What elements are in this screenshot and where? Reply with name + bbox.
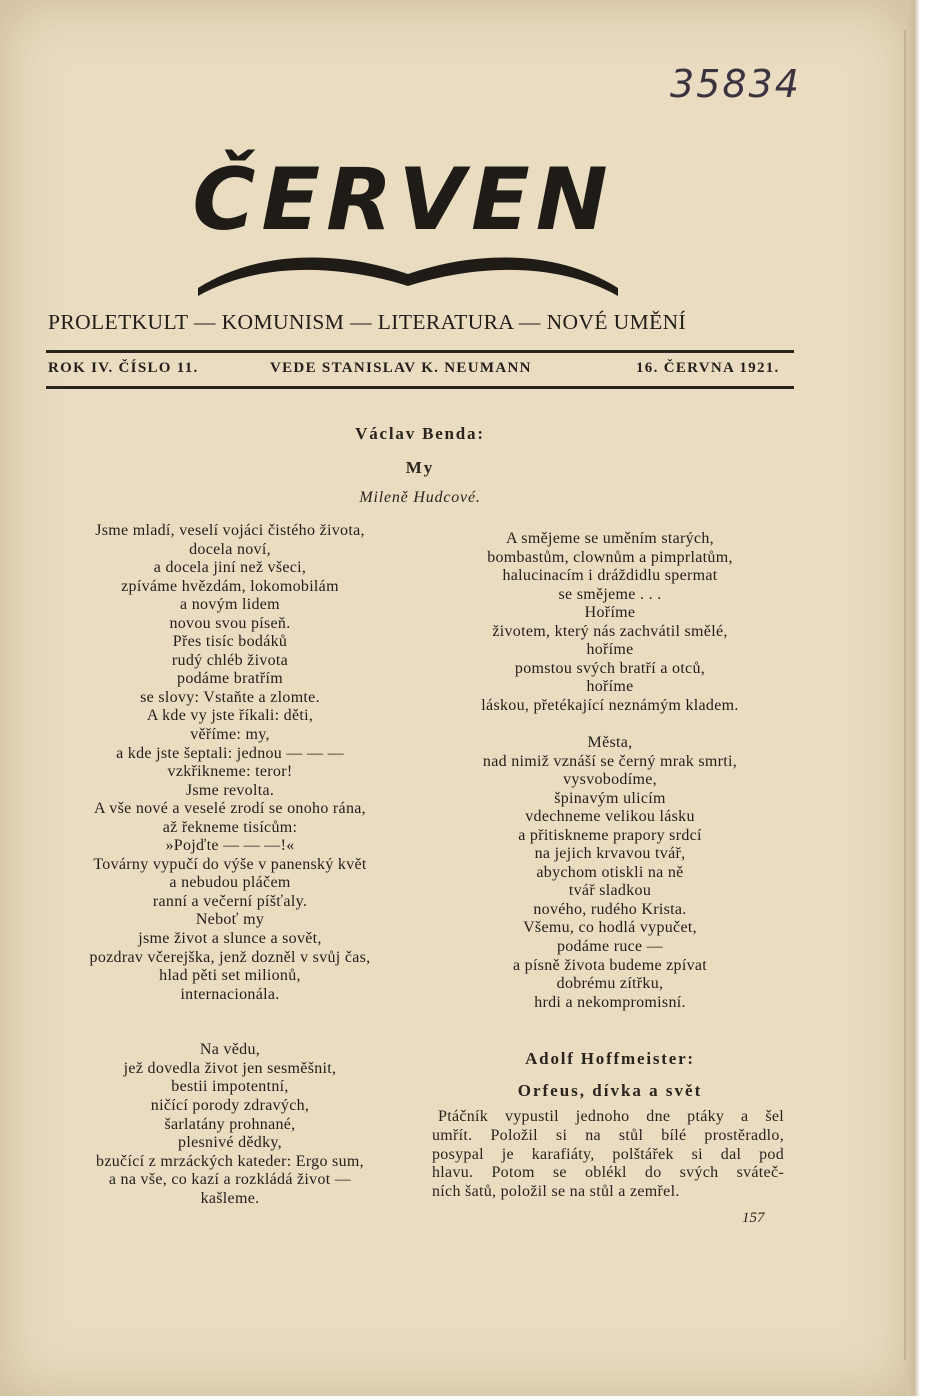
story-line: hlavu. Potom se oblékl do svých sváteč-: [432, 1164, 784, 1182]
poem-line: docela noví,: [189, 540, 271, 558]
poem-line: Hoříme: [584, 604, 636, 622]
story-line: posypal je karafiáty, polštářek si dal pod: [432, 1145, 784, 1163]
poem-line: bombastům, clownům a pimprlatům,: [487, 548, 733, 566]
poem-line: nad nimiž vznáší se černý mrak smrti,: [482, 752, 738, 770]
poem-line: a přitiskneme prapory srdcí: [518, 826, 702, 844]
page-fold: [904, 30, 906, 1360]
poem-line: tvář sladkou: [568, 882, 652, 900]
poem-line: na jejich krvavou tvář,: [534, 845, 686, 863]
header-rule-top: [46, 350, 794, 353]
poem-line: Jsme mladí, veselí vojáci čistého života,: [95, 522, 365, 539]
poem-line: hrdi a nekompromisní.: [534, 993, 686, 1011]
poem-line: ranní a večerní píšťaly.: [152, 892, 308, 910]
poem-line: dobrému zítřku,: [556, 975, 664, 993]
poem-line: špinavým ulicím: [554, 789, 666, 807]
poem-line: a docela jiní než všeci,: [153, 559, 307, 577]
poem-line: [30, 1023, 430, 1042]
poem-line: [410, 715, 810, 734]
poem-line: nového, rudého Krista.: [533, 900, 687, 918]
poem-line: Na vědu,: [199, 1041, 261, 1059]
issue-date: 16. ČERVNA 1921.: [636, 360, 780, 376]
poem-line: se smějeme . . .: [558, 585, 662, 603]
poem-line: abychom otiskli na ně: [536, 863, 684, 881]
poem-line: novou svou píseň.: [169, 614, 291, 632]
poem-line: vysvobodíme,: [563, 771, 657, 789]
poem-line: a nebudou pláčem: [169, 874, 291, 892]
poem-line: životem, který nás zachvátil smělé,: [492, 622, 728, 640]
poem-line: hoříme: [586, 678, 634, 696]
poem-line: pomstou svých bratří a otců,: [514, 659, 706, 677]
poem-line: ničící porody zdravých,: [150, 1096, 310, 1114]
poem-line: [30, 1004, 430, 1023]
poem-line: pozdrav včerejška, jenž dozněl v svůj čas,: [89, 948, 371, 966]
poem-title: My: [405, 458, 435, 477]
story-line: umřít. Položil si na stůl bílé prostěradlo,: [432, 1126, 784, 1144]
poem-line: kašleme.: [200, 1189, 260, 1207]
poem-line: Města,: [587, 734, 633, 752]
poem-line: A kde vy jste říkali: děti,: [146, 707, 314, 725]
poem-line: a kde jste šeptali: jednou — — —: [116, 744, 344, 762]
page-edge: [906, 0, 920, 1396]
handwritten-inventory-number: 35834: [670, 62, 801, 106]
story-line: ních šatů, položil se na stůl a zemřel.: [432, 1183, 680, 1201]
page-number: 157: [742, 1210, 765, 1226]
masthead-logo: [168, 150, 638, 300]
poem-line: Neboť my: [195, 911, 265, 929]
poem-line: věříme: my,: [190, 726, 270, 744]
poem-line: jež dovedla život jen sesměšnit,: [123, 1059, 337, 1077]
poem-line: internacionála.: [180, 985, 280, 1003]
tagline: PROLETKULT — KOMUNISM — LITERATURA — NOVÉ UMĚNÍ: [48, 310, 687, 334]
poem-line: plesnivé dědky,: [178, 1134, 282, 1152]
poem-line: a písně života budeme zpívat: [512, 956, 708, 974]
poem-line: rudý chléb života: [171, 651, 289, 669]
issue-editor: VEDE STANISLAV K. NEUMANN: [270, 360, 532, 376]
poem-line: láskou, přetékající neznámým kladem.: [481, 696, 739, 714]
poem-line: až řekneme tisícům:: [162, 818, 298, 836]
poem-line: podáme ruce —: [556, 938, 664, 956]
issue-volume: ROK IV. ČÍSLO 11.: [48, 360, 199, 376]
poem-line: a na vše, co kazí a rozkládá život —: [108, 1171, 352, 1189]
poem-line: »Pojďte — — —!«: [165, 837, 295, 855]
poem-line: bzučící z mrzáckých kateder: Ergo sum,: [96, 1152, 364, 1170]
poem-line: vdechneme velikou lásku: [525, 808, 695, 826]
story-title: Orfeus, dívka a svět: [517, 1081, 703, 1100]
story-author: Adolf Hoffmeister:: [525, 1049, 695, 1068]
poem-line: hlad pěti set milionů,: [159, 967, 301, 985]
poem-line: Přes tisíc bodáků: [172, 633, 288, 651]
story-body: [432, 1108, 784, 1202]
poem-line: podáme bratřím: [177, 670, 283, 688]
story-line: Ptáčník vypustil jednoho dne ptáky a šel: [438, 1108, 784, 1125]
poem-line: zpíváme hvězdám, lokomobilám: [121, 577, 339, 595]
poem-line: a novým lidem: [180, 596, 280, 614]
poem-author: Václav Benda:: [355, 424, 485, 443]
poem-line: Všemu, co hodlá vypučet,: [523, 919, 697, 937]
poem-right-column: [410, 530, 810, 1012]
open-book-icon: [198, 248, 618, 298]
masthead-title: ČERVEN: [192, 150, 614, 250]
poem-line: A smějeme se uměním starých,: [506, 530, 714, 547]
poem-left-column: [30, 522, 430, 1208]
poem-line: halucinacím i dráždidlu spermat: [502, 567, 718, 585]
poem-line: Jsme revolta.: [185, 781, 275, 799]
poem-line: vzkřikneme: teror!: [167, 763, 293, 781]
poem-line: šarlatány prohnané,: [164, 1115, 296, 1133]
header-rule-bottom: [46, 386, 794, 389]
poem-line: A vše nové a veselé zrodí se onoho rána,: [94, 800, 366, 818]
poem-line: Továrny vypučí do výše v panenský květ: [93, 855, 367, 873]
poem-line: bestii impotentní,: [171, 1078, 289, 1096]
poem-line: hoříme: [586, 641, 634, 659]
poem-line: se slovy: Vstaňte a zlomte.: [140, 688, 320, 706]
poem-line: jsme život a slunce a sovět,: [138, 930, 322, 948]
poem-dedication: Mileně Hudcové.: [359, 489, 481, 506]
